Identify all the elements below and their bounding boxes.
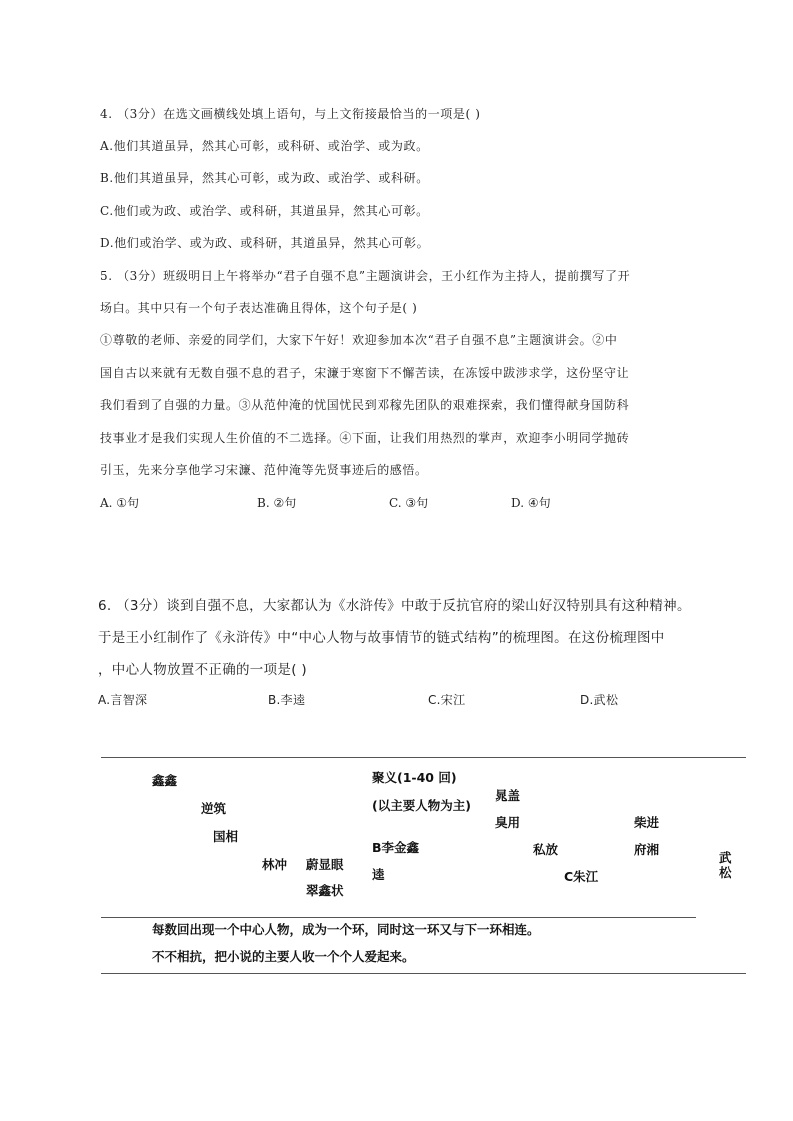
diagram-node-11a: 柴进 [634, 815, 660, 830]
q5-option-d: D. ④句 [511, 496, 551, 510]
q4-option-d: D.他们或治学、或为政、或科研，其道虽异，然其心可彰。 [100, 236, 430, 250]
diagram-node-9: 私放 [533, 842, 559, 857]
diagram-bottom-rule [101, 973, 746, 974]
q5-passage-line5: 引玉，先来分享他学习宋濂、范仲淹等先贤事迹后的感悟。 [100, 463, 428, 477]
q6-option-a: A.言智深 [98, 693, 148, 707]
q6-option-c: C.宋江 [428, 693, 466, 707]
q6-option-b: B.李逵 [268, 693, 306, 707]
q5-option-b: B. ②句 [257, 496, 297, 510]
q5-passage-line2: 国自古以来就有无数自强不息的君子，宋濂于寒窗下不懈苦读，在冻馁中跋涉求学，这份坚守让 [100, 366, 630, 380]
diagram-caption-2: 不不相抗，把小说的主要人收一个个人爱起来。 [152, 949, 415, 964]
q4-option-c: C.他们或为政、或治学、或科研，其道虽异，然其心可彰。 [100, 204, 429, 218]
diagram-middle-rule [101, 917, 696, 918]
diagram-node-8a: 晁盖 [495, 788, 521, 803]
diagram-node-5b: 翠鑫状 [306, 883, 344, 898]
diagram-node-4: 林冲 [262, 857, 288, 872]
diagram-node-1: 鑫鑫 [152, 773, 178, 788]
diagram-node-6a: 聚义(1-40 回) [372, 770, 457, 785]
q4-stem: 4. （3分）在选文画横线处填上语句，与上文衔接最恰当的一项是( ) [100, 107, 481, 121]
diagram-node-10: C朱江 [564, 869, 599, 884]
q6-stem-line2: 于是王小红制作了《永浒传》中“中心人物与故事情节的链式结构”的梳理图。在这份梳理图中 [98, 630, 665, 646]
q5-stem-line1: 5. （3分）班级明日上午将举办“君子自强不息”主题演讲会，王小红作为主持人，提前撰写了开 [100, 269, 631, 283]
diagram-node-3: 国相 [213, 829, 239, 844]
diagram-top-rule [101, 757, 746, 758]
q6-stem-line1: 6. （3分）谈到自强不息，大家都认为《水浒传》中敢于反抗官府的梁山好汉特别具有这种精神。 [98, 598, 691, 614]
q6-option-d: D.武松 [580, 693, 619, 707]
diagram-node-5a: 蔚显眼 [306, 857, 344, 872]
q5-option-a: A. ①句 [100, 496, 140, 510]
q5-passage-line1: ①尊敬的老师、亲爱的同学们，大家下午好！欢迎参加本次“君子自强不息”主题演讲会。②中 [100, 333, 618, 347]
diagram-node-7a: B李金鑫 [372, 840, 420, 855]
q4-option-a: A.他们其道虽异，然其心可彰，或科研、或治学、或为政。 [100, 139, 429, 153]
q5-passage-line4: 技事业才是我们实现人生价值的不二选择。④下面，让我们用热烈的掌声，欢迎李小明同学抛砖 [100, 431, 630, 445]
diagram-node-8b: 臭用 [495, 815, 521, 830]
diagram-node-6b: (以主要人物为主) [372, 798, 471, 813]
diagram-node-7b: 逵 [372, 867, 385, 882]
diagram-caption-1: 每数回出现一个中心人物，成为一个环，同时这一环又与下一环相连。 [152, 922, 540, 937]
q5-option-c: C. ③句 [389, 496, 429, 510]
diagram-node-12: 武松 [719, 850, 732, 880]
diagram-node-2: 逆筑 [201, 801, 227, 816]
q5-stem-line2: 场白。其中只有一个句子表达准确且得体，这个句子是( ) [100, 301, 418, 315]
q5-passage-line3: 我们看到了自强的力量。③从范仲淹的忧国忧民到邓稼先团队的艰难探索，我们懂得献身国防科 [100, 398, 630, 412]
q6-stem-line3: ，中心人物放置不正确的一项是( ) [98, 662, 307, 678]
diagram-node-11b: 府湘 [634, 842, 660, 857]
q4-option-b: B.他们其道虽异，然其心可彰，或为政、或治学、或科研。 [100, 171, 429, 185]
